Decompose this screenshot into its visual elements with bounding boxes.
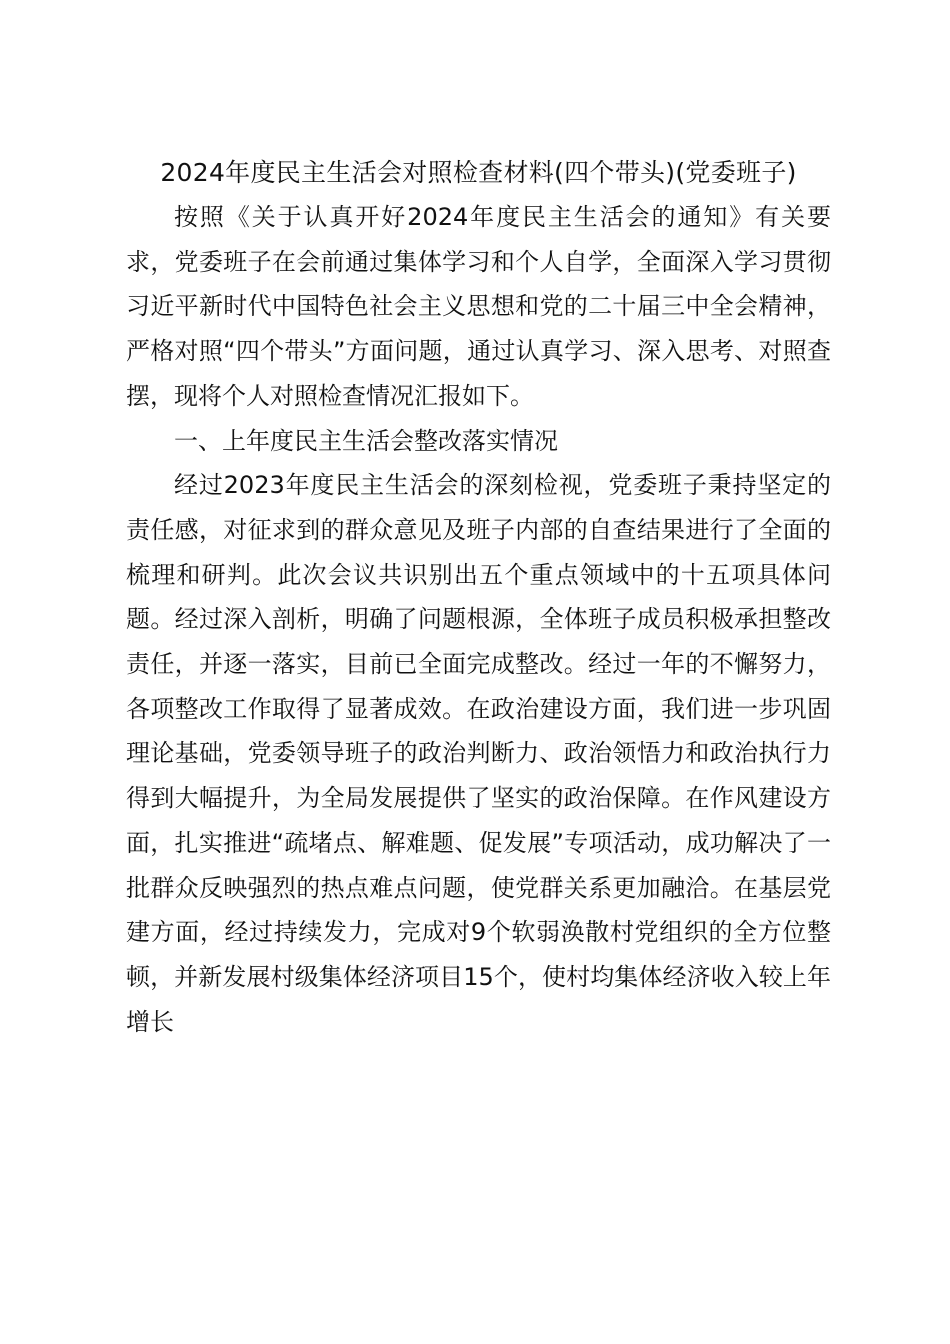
document-title: 2024年度民主生活会对照检查材料(四个带头)(党委班子) xyxy=(160,158,797,187)
document-body xyxy=(126,150,831,1044)
section-heading: 一、上年度民主生活会整改落实情况 xyxy=(174,426,558,455)
section-paragraph: 经过2023年度民主生活会的深刻检视，党委班子秉持坚定的责任感，对征求到的群众意见及班子内部的自查结果进行了全面的梳理和研判。此次会议共识别出五个重点领域中的十五项具体问题。经过深入剖析，明确了问题根源，全体班子成员积极承担整改责任，并逐一落实，目前已全面完成整改。经过一年的不懈努力，各项整改工作取得了显著成效。在政治建设方面，我们进一步巩固理论基础，党委领导班子的政治判断力、政治领悟力和政治执行力得到大幅提升，为全局发展提供了坚实的政治保障。在作风建设方面，扎实推进“疏堵点、解难题、促发展”专项活动，成功解决了一批群众反映强烈的热点难点问题，使党群关系更加融洽。在基层党建方面，经过持续发力，完成对9个软弱涣散村党组织的全方位整顿，并新发展村级集体经济项目15个，使村均集体经济收入较上年增长 xyxy=(126,471,831,1036)
intro-paragraph: 按照《关于认真开好2024年度民主生活会的通知》有关要求，党委班子在会前通过集体学习和个人自学，全面深入学习贯彻习近平新时代中国特色社会主义思想和党的二十届三中全会精神，严格对照“四个带头”方面问题，通过认真学习、深入思考、对照查摆，现将个人对照检查情况汇报如下。 xyxy=(126,203,831,410)
